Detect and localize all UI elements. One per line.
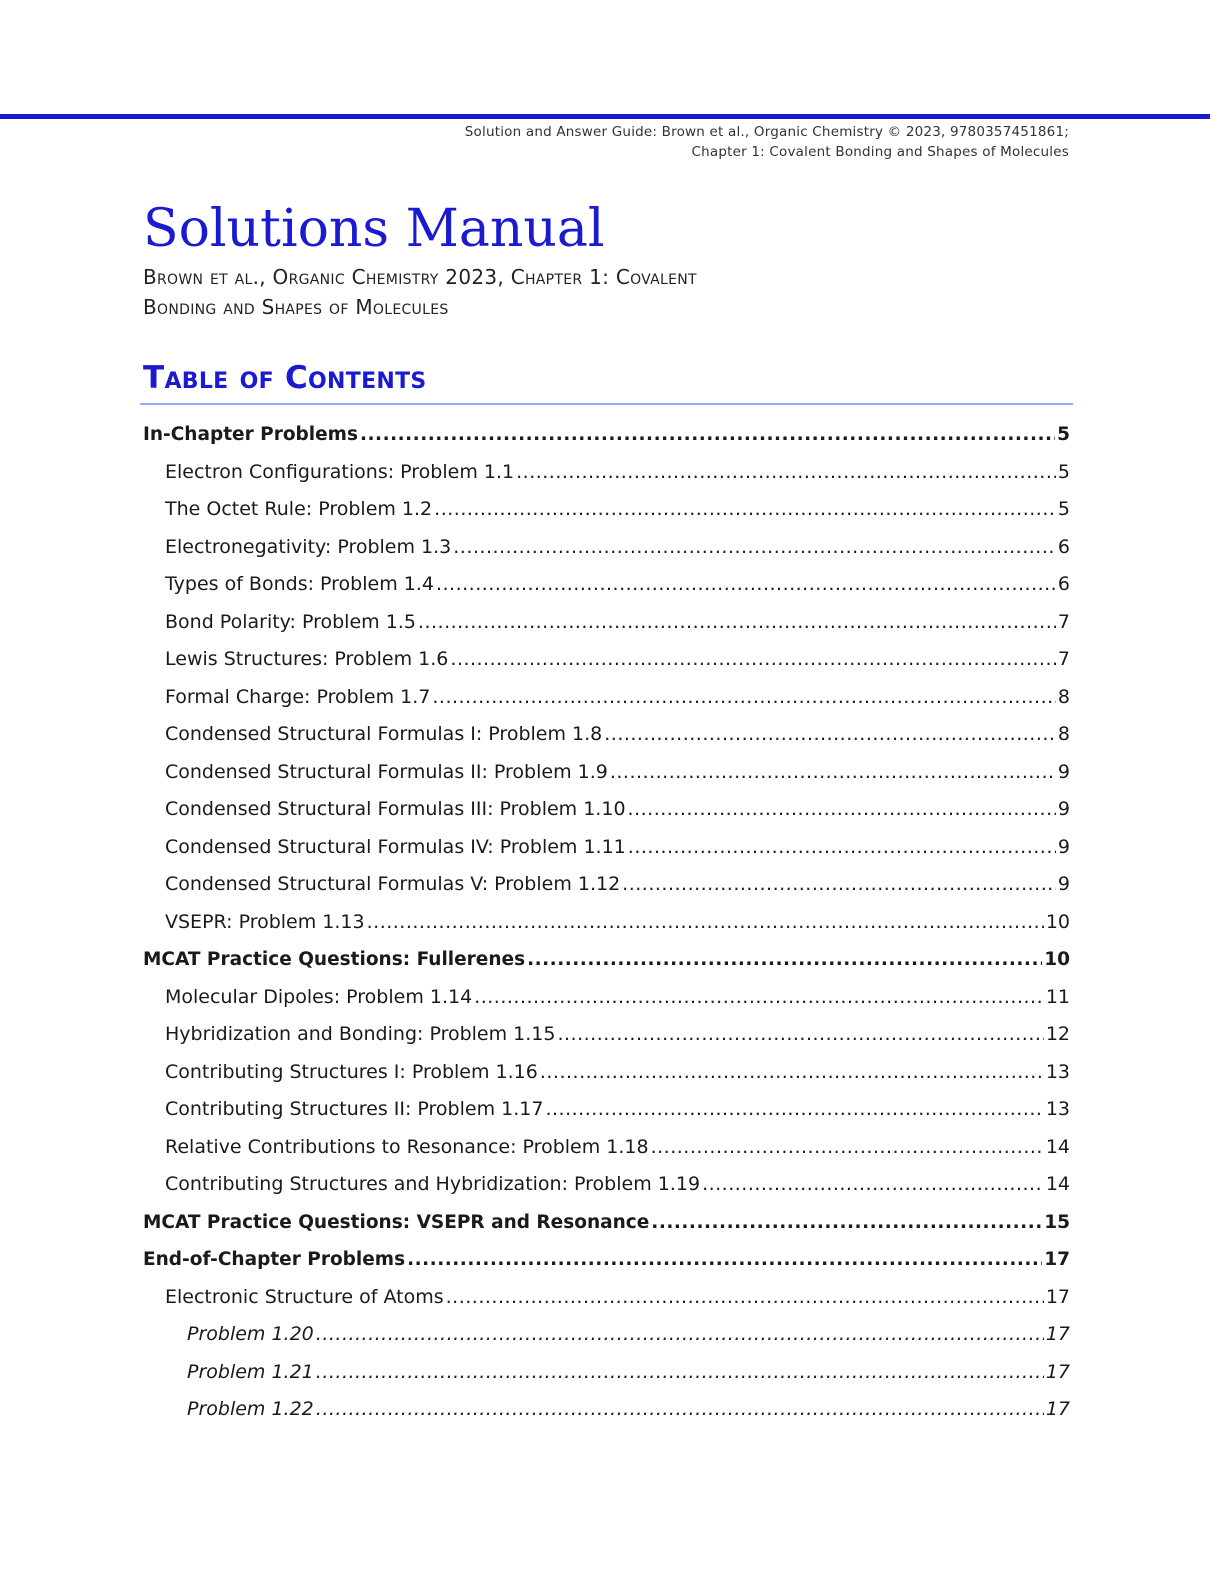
toc-entry-page-number[interactable]: 12	[1045, 1023, 1070, 1045]
toc-entry-label[interactable]: Condensed Structural Formulas V: Problem 1.12	[165, 873, 621, 895]
toc-entry-page-number[interactable]: 9	[1057, 835, 1070, 858]
toc-entry-label[interactable]: Problem 1.22	[187, 1398, 314, 1420]
running-header	[465, 122, 1069, 162]
toc-entry-label[interactable]: Electron Configurations: Problem 1.1	[165, 460, 515, 483]
document-subtitle	[143, 262, 863, 322]
toc-entry-label[interactable]: MCAT Practice Questions: VSEPR and Resonance	[143, 1211, 650, 1233]
toc-entry-page-number[interactable]: 17	[1044, 1249, 1070, 1270]
toc-entry-label[interactable]: Bond Polarity: Problem 1.5	[165, 610, 416, 633]
toc-dot-leader	[436, 566, 1056, 604]
toc-entry-label[interactable]: MCAT Practice Questions: Fullerenes	[143, 949, 526, 970]
toc-entry-page-number[interactable]: 17	[1045, 1360, 1070, 1383]
toc-entry-page-number[interactable]: 13	[1045, 1098, 1070, 1120]
toc-entry[interactable]	[143, 716, 1070, 754]
toc-entry-page-number[interactable]: 11	[1045, 985, 1070, 1008]
toc-entry[interactable]	[143, 1091, 1070, 1129]
toc-entry-page-number[interactable]: 15	[1044, 1211, 1070, 1233]
toc-entry-label[interactable]: Types of Bonds: Problem 1.4	[165, 573, 434, 595]
toc-dot-leader	[540, 1054, 1044, 1092]
toc-entry[interactable]	[143, 1279, 1070, 1317]
toc-heading: Table of Contents	[143, 360, 427, 396]
toc-dot-leader	[450, 641, 1056, 679]
toc-dot-leader	[628, 829, 1056, 867]
toc-dot-leader	[604, 716, 1056, 754]
toc-entry[interactable]	[143, 416, 1070, 454]
toc-entry-label[interactable]: Lewis Structures: Problem 1.6	[165, 648, 449, 670]
toc-entry-page-number[interactable]: 9	[1057, 798, 1070, 820]
toc-dot-leader	[407, 1241, 1042, 1279]
toc-entry-label[interactable]: Condensed Structural Formulas IV: Problem 1.11	[165, 835, 626, 858]
toc-entry-page-number[interactable]: 14	[1045, 1135, 1070, 1158]
toc-dot-leader	[453, 529, 1056, 567]
toc-entry[interactable]	[143, 754, 1070, 792]
toc-dot-leader	[434, 491, 1056, 529]
toc-dot-leader	[474, 979, 1044, 1017]
toc-entry[interactable]	[143, 904, 1070, 942]
toc-entry[interactable]	[143, 829, 1070, 867]
toc-entry-page-number[interactable]: 10	[1045, 910, 1070, 933]
toc-entry-label[interactable]: Formal Charge: Problem 1.7	[165, 685, 431, 708]
toc-entry-page-number[interactable]: 17	[1045, 1398, 1070, 1420]
running-header-line-2: Chapter 1: Covalent Bonding and Shapes of Molecules	[691, 144, 1069, 160]
toc-entry-page-number[interactable]: 5	[1057, 498, 1070, 520]
toc-entry[interactable]	[143, 454, 1070, 492]
toc-entry[interactable]	[143, 979, 1070, 1017]
toc-entry-label[interactable]: Problem 1.20	[187, 1323, 314, 1345]
toc-dot-leader	[316, 1391, 1044, 1429]
toc-entry-page-number[interactable]: 9	[1057, 873, 1070, 895]
toc-entry[interactable]	[143, 566, 1070, 604]
toc-dot-leader	[316, 1354, 1044, 1392]
toc-entry-page-number[interactable]: 10	[1044, 949, 1070, 970]
toc-dot-leader	[316, 1316, 1044, 1354]
toc-entry-label[interactable]: Condensed Structural Formulas I: Problem 1.8	[165, 723, 603, 745]
toc-dot-leader	[651, 1204, 1042, 1242]
toc-entry[interactable]	[143, 1016, 1070, 1054]
toc-entry-page-number[interactable]: 9	[1057, 760, 1070, 783]
toc-entry[interactable]	[143, 1316, 1070, 1354]
toc-dot-leader	[628, 791, 1056, 829]
toc-entry-label[interactable]: Electronic Structure of Atoms	[165, 1285, 444, 1308]
toc-entry[interactable]	[143, 641, 1070, 679]
toc-entry-label[interactable]: Condensed Structural Formulas III: Problem 1.10	[165, 798, 626, 820]
toc-dot-leader	[557, 1016, 1043, 1054]
toc-entry-page-number[interactable]: 7	[1057, 648, 1070, 670]
toc-entry-label[interactable]: End-of-Chapter Problems	[143, 1249, 406, 1270]
toc-entry-label[interactable]: The Octet Rule: Problem 1.2	[165, 498, 433, 520]
toc-dot-leader	[545, 1091, 1043, 1129]
table-of-contents	[143, 416, 1070, 1429]
toc-entry-page-number[interactable]: 5	[1057, 424, 1070, 445]
toc-entry[interactable]	[143, 1166, 1070, 1204]
subtitle-line-2: Bonding and Shapes of Molecules	[143, 295, 449, 319]
toc-entry-page-number[interactable]: 8	[1057, 685, 1070, 708]
toc-entry[interactable]	[143, 791, 1070, 829]
header-rule	[0, 114, 1210, 119]
toc-entry[interactable]	[143, 1391, 1070, 1429]
document-title: Solutions Manual	[143, 199, 605, 259]
toc-entry[interactable]	[143, 604, 1070, 642]
toc-entry-page-number[interactable]: 6	[1057, 535, 1070, 558]
toc-entry-page-number[interactable]: 5	[1057, 460, 1070, 483]
toc-dot-leader	[360, 416, 1055, 454]
toc-entry-label[interactable]: Hybridization and Bonding: Problem 1.15	[165, 1023, 556, 1045]
toc-dot-leader	[651, 1129, 1044, 1167]
toc-entry-label[interactable]: Contributing Structures and Hybridization: Problem 1.19	[165, 1173, 701, 1195]
toc-entry[interactable]	[143, 491, 1070, 529]
toc-dot-leader	[702, 1166, 1044, 1204]
toc-entry[interactable]	[143, 1129, 1070, 1167]
toc-entry[interactable]	[143, 1241, 1070, 1279]
toc-entry-label[interactable]: Contributing Structures I: Problem 1.16	[165, 1060, 538, 1083]
toc-entry-page-number[interactable]: 6	[1057, 573, 1070, 595]
toc-dot-leader	[432, 679, 1056, 717]
toc-entry[interactable]	[143, 529, 1070, 567]
toc-entry-page-number[interactable]: 17	[1045, 1285, 1070, 1308]
toc-entry-label[interactable]: Problem 1.21	[187, 1360, 314, 1383]
toc-entry-label[interactable]: Electronegativity: Problem 1.3	[165, 535, 452, 558]
toc-dot-leader	[527, 941, 1042, 979]
toc-dot-leader	[446, 1279, 1044, 1317]
toc-entry-label[interactable]: Relative Contributions to Resonance: Problem 1.18	[165, 1135, 649, 1158]
toc-entry[interactable]	[143, 1204, 1070, 1242]
toc-entry[interactable]	[143, 1054, 1070, 1092]
running-header-line-1: Solution and Answer Guide: Brown et al., Organic Chemistry © 2023, 9780357451861;	[464, 124, 1069, 140]
toc-dot-leader	[418, 604, 1056, 642]
toc-entry-label[interactable]: VSEPR: Problem 1.13	[165, 910, 365, 933]
toc-divider	[140, 403, 1073, 405]
toc-dot-leader	[516, 454, 1056, 492]
toc-entry-label[interactable]: Contributing Structures II: Problem 1.17	[165, 1098, 544, 1120]
toc-entry-page-number[interactable]: 7	[1057, 610, 1070, 633]
toc-dot-leader	[610, 754, 1056, 792]
toc-entry[interactable]	[143, 1354, 1070, 1392]
toc-entry-page-number[interactable]: 14	[1045, 1173, 1070, 1195]
toc-entry-page-number[interactable]: 17	[1045, 1323, 1070, 1345]
toc-dot-leader	[367, 904, 1044, 942]
subtitle-line-1: Brown et al., Organic Chemistry 2023, Chapter 1: Covalent	[143, 265, 697, 289]
toc-dot-leader	[622, 866, 1056, 904]
toc-entry-page-number[interactable]: 8	[1057, 723, 1070, 745]
toc-entry[interactable]	[143, 941, 1070, 979]
toc-entry[interactable]	[143, 679, 1070, 717]
toc-entry-label[interactable]: In-Chapter Problems	[143, 424, 358, 445]
toc-entry-label[interactable]: Molecular Dipoles: Problem 1.14	[165, 985, 473, 1008]
toc-entry[interactable]	[143, 866, 1070, 904]
toc-entry-page-number[interactable]: 13	[1045, 1060, 1070, 1083]
toc-entry-label[interactable]: Condensed Structural Formulas II: Problem 1.9	[165, 760, 608, 783]
